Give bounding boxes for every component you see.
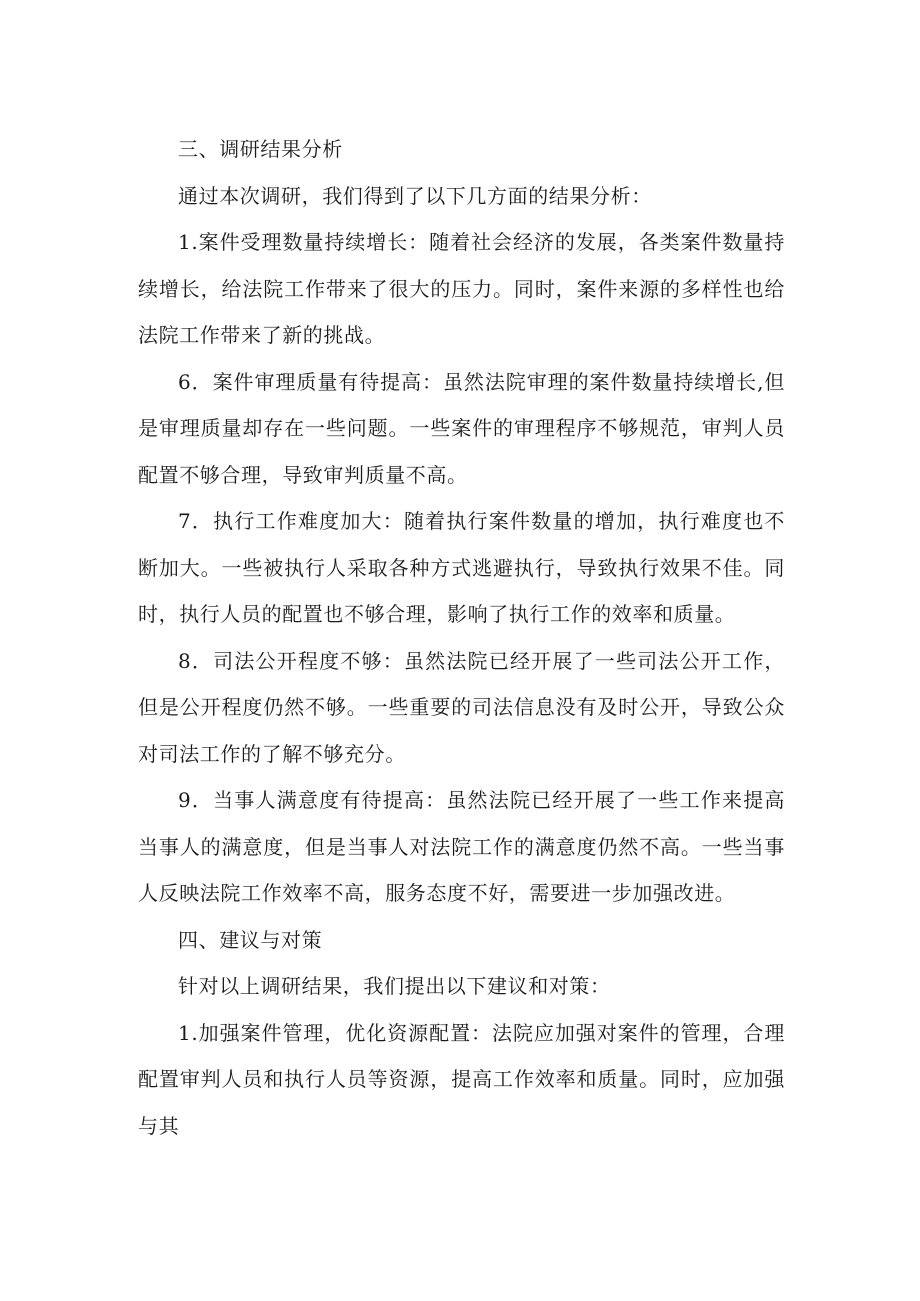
section-heading-results: 三、调研结果分析 [178, 137, 343, 161]
paragraph-suggestion-1: 1.加强案件管理，优化资源配置：法院应加强对案件的管理，合理配置审判人员和执行人员等资源，提高工作效率和质量。同时，应加强与其 [138, 1020, 785, 1138]
paragraph-intro: 通过本次调研，我们得到了以下几方面的结果分析： [178, 183, 652, 208]
document-body [138, 126, 785, 1149]
paragraph-item-9: 9．当事人满意度有待提高：虽然法院已经开展了一些工作来提高当事人的满意度，但是当事人对法院工作的满意度仍然不高。一些当事人反映法院工作效率不高，服务态度不好，需要进一步加强改进。 [138, 788, 785, 905]
paragraph-item-6: 6．案件审理质量有待提高：虽然法院审理的案件数量持续增长,但是审理质量却存在一些问题。一些案件的审理程序不够规范，审判人员配置不够合理，导致审判质量不高。 [138, 369, 785, 487]
paragraph-item-8: 8．司法公开程度不够：虽然法院已经开展了一些司法公开工作，但是公开程度仍然不够。一些重要的司法信息没有及时公开，导致公众对司法工作的了解不够充分。 [138, 648, 785, 766]
paragraph-item-1: 1.案件受理数量持续增长：随着社会经济的发展，各类案件数量持续增长，给法院工作带来了很大的压力。同时，案件来源的多样性也给法院工作带来了新的挑战。 [138, 230, 785, 347]
section-heading-suggestions: 四、建议与对策 [178, 927, 323, 952]
paragraph-item-7: 7．执行工作难度加大：随着执行案件数量的增加，执行难度也不断加大。一些被执行人采取各种方式逃避执行，导致执行效果不佳。同时，执行人员的配置也不够合理，影响了执行工作的效率和质量。 [138, 509, 785, 626]
paragraph-suggestions-intro: 针对以上调研结果，我们提出以下建议和对策： [178, 974, 611, 998]
